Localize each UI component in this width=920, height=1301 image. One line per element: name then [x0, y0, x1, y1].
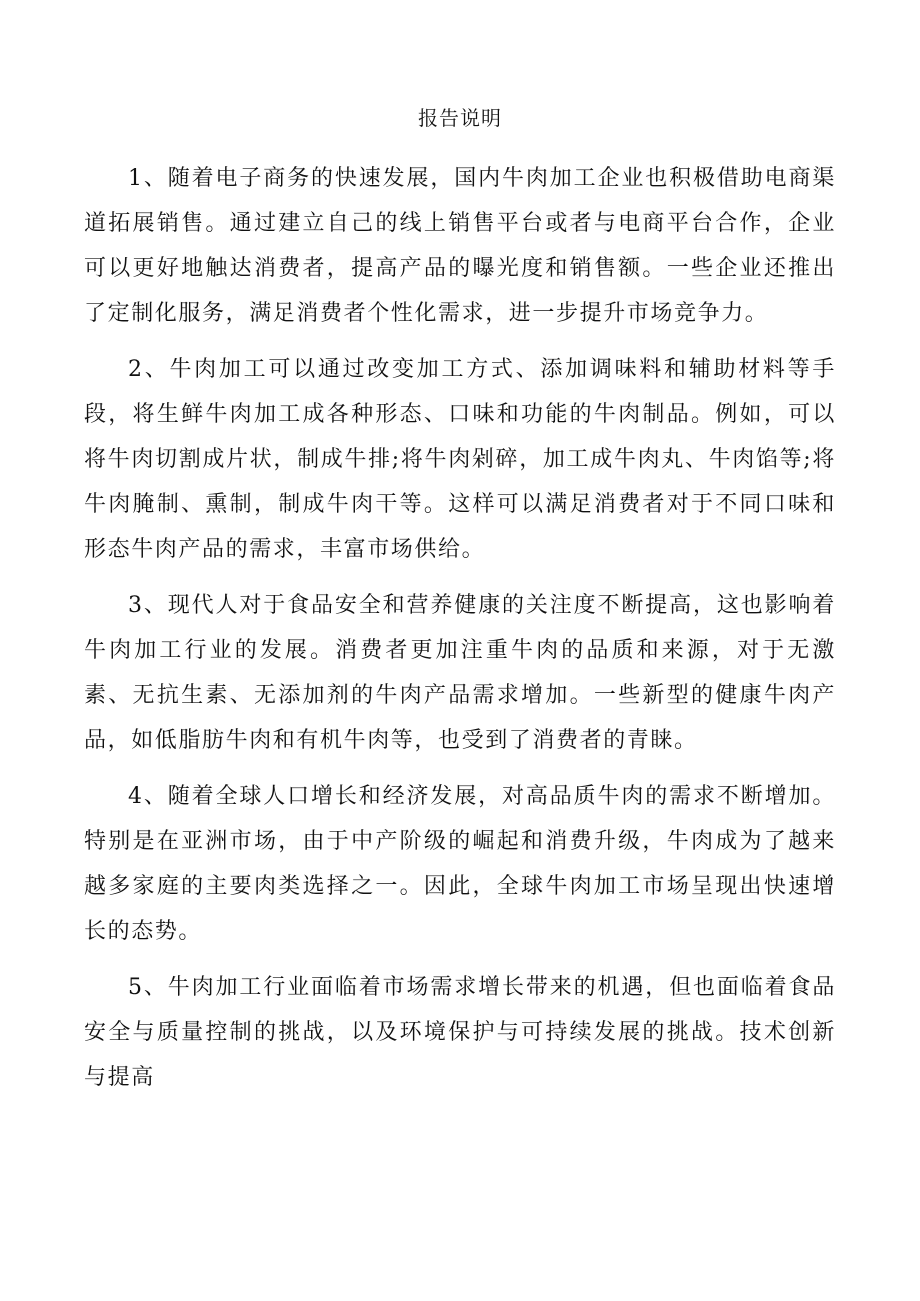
- paragraph-3: 3、现代人对于食品安全和营养健康的关注度不断提高，这也影响着牛肉加工行业的发展。消费者更加注重牛肉的品质和来源，对于无激素、无抗生素、无添加剂的牛肉产品需求增加。一些新型的健康牛肉产品，如低脂肪牛肉和有机牛肉等，也受到了消费者的青睐。: [84, 593, 836, 753]
- paragraph-4: 4、随着全球人口增长和经济发展，对高品质牛肉的需求不断增加。特别是在亚洲市场，由于中产阶级的崛起和消费升级，牛肉成为了越来越多家庭的主要肉类选择之一。因此，全球牛肉加工市场呈现出快速增长的态势。: [84, 784, 836, 944]
- paragraph-1: 1、随着电子商务的快速发展，国内牛肉加工企业也积极借助电商渠道拓展销售。通过建立自己的线上销售平台或者与电商平台合作，企业可以更好地触达消费者，提高产品的曝光度和销售额。一些企业还推出了定制化服务，满足消费者个性化需求，进一步提升市场竞争力。: [84, 166, 836, 326]
- document-title: 报告说明: [418, 106, 502, 130]
- paragraph-5: 5、牛肉加工行业面临着市场需求增长带来的机遇，但也面临着食品安全与质量控制的挑战，以及环境保护与可持续发展的挑战。技术创新与提高: [84, 975, 836, 1090]
- paragraph-2: 2、牛肉加工可以通过改变加工方式、添加调味料和辅助材料等手段，将生鲜牛肉加工成各种形态、口味和功能的牛肉制品。例如，可以将牛肉切割成片状，制成牛排;将牛肉剁碎，加工成牛肉丸、牛肉馅等;将牛肉腌制、熏制，制成牛肉干等。这样可以满足消费者对于不同口味和形态牛肉产品的需求，丰富市场供给。: [84, 357, 836, 562]
- document-body: [84, 156, 836, 1111]
